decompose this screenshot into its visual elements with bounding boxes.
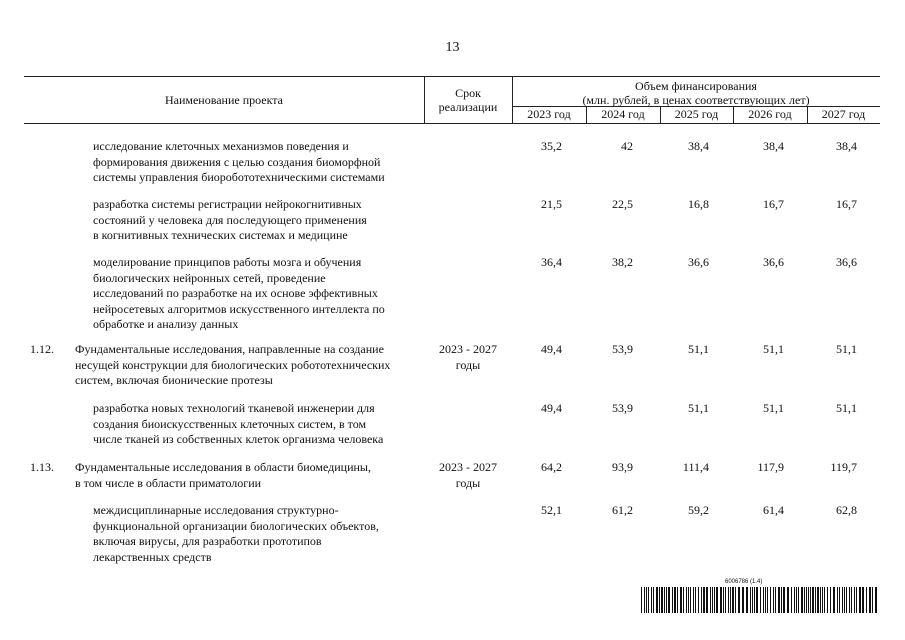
funding-value-2023: 64,2 <box>541 460 562 474</box>
header-year-divider <box>660 106 661 123</box>
funding-value-2025: 38,4 <box>688 139 709 153</box>
header-funding-line1: Объем финансирования <box>635 79 757 93</box>
row-project-name <box>93 255 423 333</box>
header-year-divider <box>733 106 734 123</box>
project-name-line: несущей конструкции для биологических робототехнических <box>75 357 391 372</box>
row-project-name <box>75 342 425 389</box>
project-name-line: биологических нейронных сетей, проведение <box>93 270 326 285</box>
project-name-line: в том числе в области приматологии <box>75 475 262 490</box>
project-name-line: Фундаментальные исследования, направленные на создание <box>75 342 384 356</box>
row-project-name <box>93 401 423 448</box>
header-term-line2: реализации <box>438 100 498 114</box>
header-year-2: 2024 год <box>601 107 645 121</box>
project-name-line: числе тканей из собственных клеток организма человека <box>93 432 384 446</box>
funding-value-2023: 49,4 <box>541 342 562 356</box>
term-line: годы <box>455 475 481 490</box>
project-name-line: Фундаментальные исследования в области биомедицины, <box>75 460 371 474</box>
project-name-line: междисциплинарные исследования структурно- <box>93 503 339 517</box>
funding-value-2027: 62,8 <box>836 503 857 517</box>
project-name-line: включая вирусы, для разработки прототипов <box>93 534 322 548</box>
project-name-line: системы управления биоробототехническими системами <box>93 170 385 184</box>
term-line: 2023 - 2027 <box>439 460 497 474</box>
project-name-line: нейросетевых алгоритмов искусственного интеллекта по <box>93 301 385 316</box>
funding-value-2027: 16,7 <box>836 197 857 211</box>
row-number: 1.13. <box>30 460 54 474</box>
funding-value-2024: 38,2 <box>612 255 633 269</box>
funding-value-2026: 117,9 <box>757 460 784 474</box>
row-project-name <box>93 197 423 244</box>
row-term <box>424 460 512 491</box>
funding-value-2027: 51,1 <box>836 401 857 415</box>
header-year-divider <box>586 106 587 123</box>
funding-value-2027: 51,1 <box>836 342 857 356</box>
funding-value-2026: 38,4 <box>763 139 784 153</box>
project-name-line: исследований по разработке на их основе эффективных <box>93 286 378 300</box>
funding-value-2023: 49,4 <box>541 401 562 415</box>
row-project-name <box>93 139 423 186</box>
project-name-line: моделирование принципов работы мозга и обучения <box>93 255 362 269</box>
header-top-rule <box>24 76 880 77</box>
funding-value-2026: 16,7 <box>763 197 784 211</box>
funding-value-2025: 59,2 <box>688 503 709 517</box>
project-name-line: разработка новых технологий тканевой инженерии для <box>93 401 375 415</box>
header-year-divider <box>807 106 808 123</box>
funding-value-2025: 51,1 <box>688 342 709 356</box>
funding-value-2024: 22,5 <box>612 197 633 211</box>
header-year-1: 2023 год <box>527 107 571 121</box>
barcode-icon <box>641 587 881 613</box>
funding-value-2026: 51,1 <box>763 401 784 415</box>
header-year-5: 2027 год <box>821 107 866 121</box>
header-name-column: Наименование проекта <box>164 93 284 107</box>
row-project-name <box>93 503 423 565</box>
funding-value-2027: 119,7 <box>830 460 857 474</box>
funding-value-2024: 93,9 <box>612 460 633 474</box>
funding-value-2025: 111,4 <box>682 460 709 474</box>
funding-value-2026: 51,1 <box>763 342 784 356</box>
funding-value-2023: 35,2 <box>541 139 562 153</box>
funding-value-2024: 42 <box>621 139 633 153</box>
row-number: 1.12. <box>30 342 54 356</box>
header-year-3: 2025 год <box>674 107 719 121</box>
project-name-line: функциональной организации биологических объектов, <box>93 518 379 533</box>
project-name-line: исследование клеточных механизмов поведения и <box>93 139 349 153</box>
header-bottom-rule <box>24 123 880 124</box>
project-name-line: состояний у человека для последующего применения <box>93 212 367 227</box>
row-term <box>424 342 512 373</box>
header-funding-line2: (млн. рублей, в ценах соответствующих лет) <box>582 93 810 107</box>
header-year-4: 2026 год <box>748 107 792 121</box>
funding-value-2024: 61,2 <box>612 503 633 517</box>
funding-value-2025: 16,8 <box>688 197 709 211</box>
header-term-line1: Срок <box>455 86 481 100</box>
project-name-line: создания биоискусственных клеточных систем, в том <box>93 416 367 431</box>
term-line: годы <box>455 357 481 372</box>
project-name-line: формирования движения с целью создания биоморфной <box>93 154 381 169</box>
funding-value-2023: 36,4 <box>541 255 562 269</box>
funding-value-2023: 52,1 <box>541 503 562 517</box>
funding-value-2027: 38,4 <box>836 139 857 153</box>
funding-value-2024: 53,9 <box>612 401 633 415</box>
project-name-line: систем, включая бионические протезы <box>75 373 273 387</box>
term-line: 2023 - 2027 <box>439 342 497 356</box>
funding-value-2025: 51,1 <box>688 401 709 415</box>
funding-value-2027: 36,6 <box>836 255 857 269</box>
funding-value-2023: 21,5 <box>541 197 562 211</box>
project-name-line: в когнитивных технических системах и медицине <box>93 228 348 242</box>
barcode-number: 6006786 (1.4) <box>725 579 763 585</box>
row-project-name <box>75 460 425 491</box>
funding-value-2026: 61,4 <box>763 503 784 517</box>
page-number: 13 <box>445 40 460 55</box>
project-name-line: лекарственных средств <box>93 549 212 564</box>
project-name-line: обработке и анализу данных <box>93 317 239 331</box>
funding-value-2025: 36,6 <box>688 255 709 269</box>
funding-value-2026: 36,6 <box>763 255 784 269</box>
project-name-line: разработка системы регистрации нейрокогнитивных <box>93 197 362 211</box>
funding-value-2024: 53,9 <box>612 342 633 356</box>
